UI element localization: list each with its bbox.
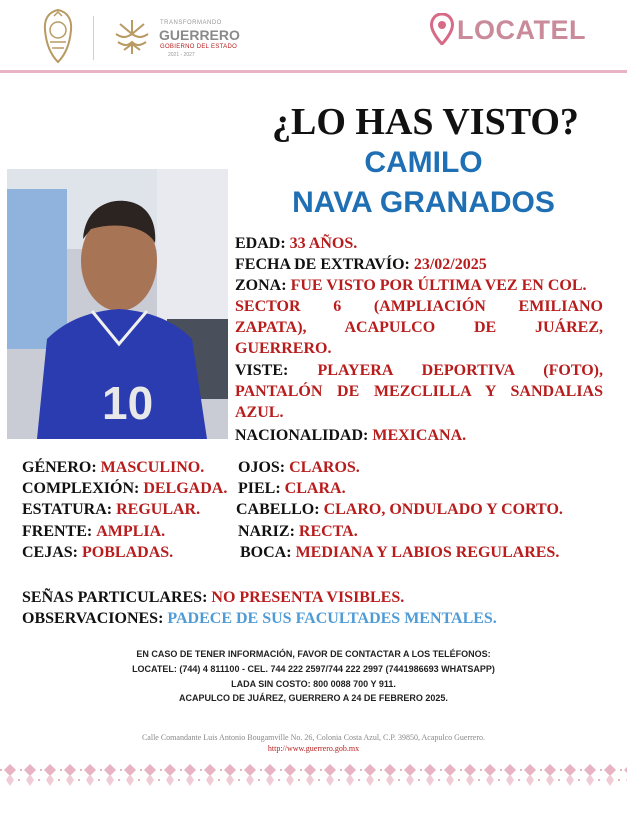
state-seal-icon	[40, 8, 76, 64]
edad-value: 33 AÑOS.	[289, 235, 358, 252]
boca-value: MEDIANA Y LABIOS REGULARES.	[295, 544, 560, 561]
ojos-value: CLAROS.	[289, 459, 360, 476]
ojos-label: OJOS:	[238, 459, 286, 476]
decorative-border-pattern	[0, 760, 627, 790]
genero-value: MASCULINO.	[100, 459, 205, 476]
viste-line-3: AZUL.	[235, 404, 284, 421]
last-name: NAVA GRANADOS	[292, 186, 555, 219]
fecha-row	[235, 255, 487, 275]
header	[0, 0, 627, 72]
frente-label: FRENTE:	[22, 523, 93, 540]
complexion-label: COMPLEXIÓN:	[22, 480, 140, 497]
genero-label: GÉNERO:	[22, 459, 97, 476]
viste-line-1: PLAYERA DEPORTIVA (FOTO),	[317, 362, 604, 379]
nariz-label: NARIZ:	[238, 523, 295, 540]
senas-label: SEÑAS PARTICULARES:	[22, 589, 208, 606]
gov-sub-text: GOBIERNO DEL ESTADO	[160, 44, 238, 50]
zona-line-2: SECTOR 6 (AMPLIACIÓN EMILIANO	[235, 298, 603, 315]
svg-text:10: 10	[102, 377, 154, 429]
senas-row	[22, 588, 404, 608]
address-text: Calle Comandante Luis Antonio Bougamville No. 26, Colonia Costa Azul, C.P. 39850, Acapulco Guerrero.	[141, 733, 486, 742]
gov-years-text: 2021 - 2027	[168, 52, 195, 58]
cejas-row	[22, 543, 173, 563]
piel-row	[238, 479, 346, 499]
zona-line-4: GUERRERO.	[235, 340, 332, 357]
gov-name-text: GUERRERO	[159, 27, 240, 43]
observaciones-value: PADECE DE SUS FACULTADES MENTALES.	[167, 610, 497, 627]
contact-line-1: EN CASO DE TENER INFORMACIÓN, FAVOR DE CONTACTAR A LOS TELÉFONOS:	[136, 649, 491, 659]
ojos-row	[238, 458, 360, 478]
missing-person-photo	[7, 169, 228, 439]
zona-row	[235, 276, 587, 296]
nacionalidad-row	[235, 426, 466, 446]
page-title: ¿LO HAS VISTO?	[272, 101, 579, 143]
gov-small-text: TRANSFORMANDO	[160, 20, 222, 26]
observaciones-row	[22, 609, 497, 629]
zona-line-1: FUE VISTO POR ÚLTIMA VEZ EN COL.	[290, 277, 587, 294]
zona-label: ZONA:	[235, 277, 287, 294]
contact-line-2: LOCATEL: (744) 4 811100 - CEL. 744 222 2597/744 222 2997 (7441986693 WHATSAPP)	[132, 664, 495, 674]
cejas-label: CEJAS:	[22, 544, 79, 561]
zona-line-3: ZAPATA), ACAPULCO DE JUÁREZ,	[235, 319, 603, 336]
viste-label: VISTE:	[235, 362, 289, 379]
header-divider-line	[0, 70, 627, 73]
cabello-label: CABELLO:	[236, 501, 320, 518]
estatura-value: REGULAR.	[116, 501, 201, 518]
location-pin-icon	[430, 13, 454, 45]
edad-label: EDAD:	[235, 235, 286, 252]
estatura-row	[22, 500, 200, 520]
piel-value: CLARA.	[284, 480, 346, 497]
nacionalidad-label: NACIONALIDAD:	[235, 427, 369, 444]
guerrero-logo-icon	[110, 16, 154, 58]
boca-label: BOCA:	[240, 544, 292, 561]
observaciones-label: OBSERVACIONES:	[22, 610, 164, 627]
cabello-row	[236, 500, 563, 520]
edad-row	[235, 234, 357, 254]
cabello-value: CLARO, ONDULADO Y CORTO.	[323, 501, 563, 518]
frente-row	[22, 522, 165, 542]
piel-label: PIEL:	[238, 480, 281, 497]
viste-row	[235, 361, 603, 381]
estatura-label: ESTATURA:	[22, 501, 113, 518]
nariz-row	[238, 522, 358, 542]
genero-row	[22, 458, 204, 478]
website-link[interactable]: http://www.guerrero.gob.mx	[267, 744, 360, 753]
fecha-value: 23/02/2025	[413, 256, 487, 273]
complexion-row	[22, 479, 227, 499]
boca-row	[240, 543, 559, 563]
cejas-value: POBLADAS.	[82, 544, 174, 561]
locatel-wordmark: LOCATEL	[457, 15, 586, 45]
complexion-value: DELGADA.	[143, 480, 228, 497]
fecha-label: FECHA DE EXTRAVÍO:	[235, 256, 410, 273]
nacionalidad-value: MEXICANA.	[372, 427, 467, 444]
viste-line-2: PANTALÓN DE MEZCLILLA Y SANDALIAS	[235, 383, 603, 400]
header-divider	[93, 16, 94, 60]
frente-value: AMPLIA.	[96, 523, 166, 540]
contact-line-3: LADA SIN COSTO: 800 0088 700 Y 911.	[231, 679, 396, 689]
nariz-value: RECTA.	[298, 523, 358, 540]
contact-line-4: ACAPULCO DE JUÁREZ, GUERRERO A 24 DE FEBRERO 2025.	[179, 693, 448, 703]
first-name: CAMILO	[364, 146, 483, 179]
senas-value: NO PRESENTA VISIBLES.	[211, 589, 405, 606]
